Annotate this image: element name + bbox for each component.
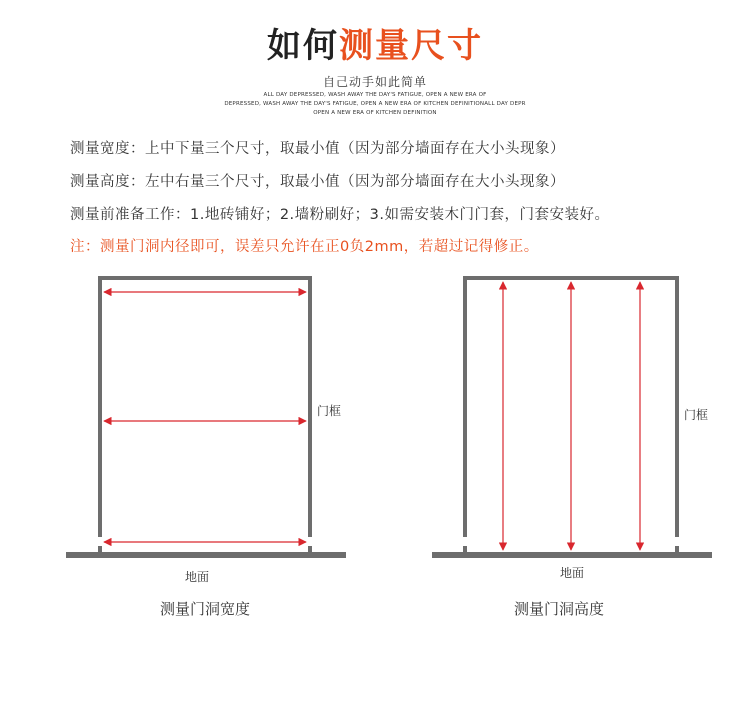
instruction-prep: 测量前准备工作：1.地砖铺好；2.墙粉刷好；3.如需安装木门门套，门套安装好。 (70, 207, 610, 223)
page-subtitle: 自己动手如此简单 (322, 75, 427, 89)
ground-line (66, 552, 346, 558)
width-frame-label: 门框 (317, 404, 342, 418)
title-part-1: 如何 (267, 26, 339, 66)
frame-right-post (308, 276, 312, 537)
frame-left-post (98, 276, 102, 537)
height-diagram-caption: 测量门洞高度 (514, 600, 605, 618)
ground-line (432, 552, 712, 558)
height-frame-label: 门框 (684, 408, 709, 422)
frame-left-post (463, 276, 467, 537)
frame-top-beam (463, 276, 679, 280)
door-frame-height-diagram (432, 276, 712, 558)
tagline-2: DEPRESSED, WASH AWAY THE DAY'S FATIGUE, OPEN A NEW ERA OF KITCHEN DEFINITIONALL DAY DEPR (224, 101, 526, 107)
tagline-3: OPEN A NEW ERA OF KITCHEN DEFINITION (313, 110, 437, 116)
instruction-note: 注：测量门洞内径即可，误差只允许在正0负2mm，若超过记得修正。 (70, 239, 539, 255)
instruction-width: 测量宽度：上中下量三个尺寸，取最小值（因为部分墙面存在大小头现象） (70, 141, 565, 157)
frame-right-post (675, 276, 679, 537)
door-frame-width-diagram (66, 276, 346, 558)
width-ground-label: 地面 (185, 570, 210, 584)
title-part-2: 测量尺寸 (339, 26, 483, 66)
width-diagram-caption: 测量门洞宽度 (160, 600, 251, 618)
frame-top-beam (98, 276, 312, 280)
instruction-height: 测量高度：左中右量三个尺寸，取最小值（因为部分墙面存在大小头现象） (70, 174, 565, 190)
height-ground-label: 地面 (560, 566, 585, 580)
tagline-1: ALL DAY DEPRESSED, WASH AWAY THE DAY'S FATIGUE, OPEN A NEW ERA OF (263, 92, 487, 98)
